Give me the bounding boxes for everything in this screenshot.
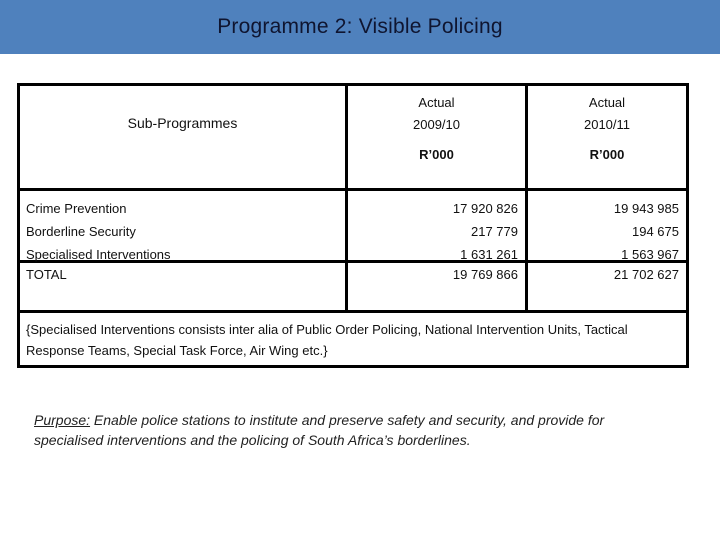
purpose-text: Enable police stations to institute and preserve safety and security, and provide for specialised interventions and the policing of South Africa’s borderlines. [34, 412, 605, 448]
table-total-row [20, 263, 686, 313]
value-borderline-security-2009: 217 779 [471, 224, 518, 239]
total-2010: 21 702 627 [613, 267, 679, 282]
row-name-crime-prevention: Crime Prevention [26, 201, 127, 216]
header-label: Actual [588, 95, 626, 110]
header-label: Actual [418, 95, 455, 110]
budget-table [17, 83, 689, 368]
header-year: 2010/11 [583, 117, 631, 132]
header-unit: R’000 [419, 147, 454, 162]
total-2009: 19 769 866 [348, 263, 528, 310]
table-data-row [20, 191, 686, 263]
header-actual-2009 [348, 86, 528, 188]
value-specialised-interventions-2010: 1 563 967 [621, 247, 679, 262]
sub-programme-names [20, 191, 348, 260]
values-2009 [348, 191, 528, 260]
table-header-row [20, 86, 686, 191]
header-unit: R’000 [589, 147, 625, 162]
header-actual-2010 [528, 86, 686, 188]
title-bar [0, 0, 720, 54]
row-name-borderline-security: Borderline Security [26, 224, 136, 239]
purpose-label: Purpose: [34, 412, 91, 428]
specialised-interventions-note: {Specialised Interventions consists inter alia of Public Order Policing, National Intervention Units, Tactical Response Teams, Special Task Force, Air Wing etc.} [26, 322, 628, 358]
value-borderline-security-2010: 194 675 [632, 224, 679, 239]
header-year: 2009/10 [413, 117, 460, 132]
value-crime-prevention-2010: 19 943 985 [613, 201, 679, 216]
values-2010 [528, 191, 686, 260]
header-sub-programmes: Sub-Programmes [20, 86, 348, 188]
page-title: Programme 2: Visible Policing [217, 15, 503, 38]
row-name-specialised-interventions: Specialised Interventions [26, 247, 171, 262]
value-crime-prevention-2009: 17 920 826 [452, 201, 518, 216]
purpose-statement [34, 410, 654, 450]
table-note-row [20, 313, 686, 365]
total-label: TOTAL [20, 263, 348, 310]
value-specialised-interventions-2009: 1 631 261 [460, 247, 518, 262]
